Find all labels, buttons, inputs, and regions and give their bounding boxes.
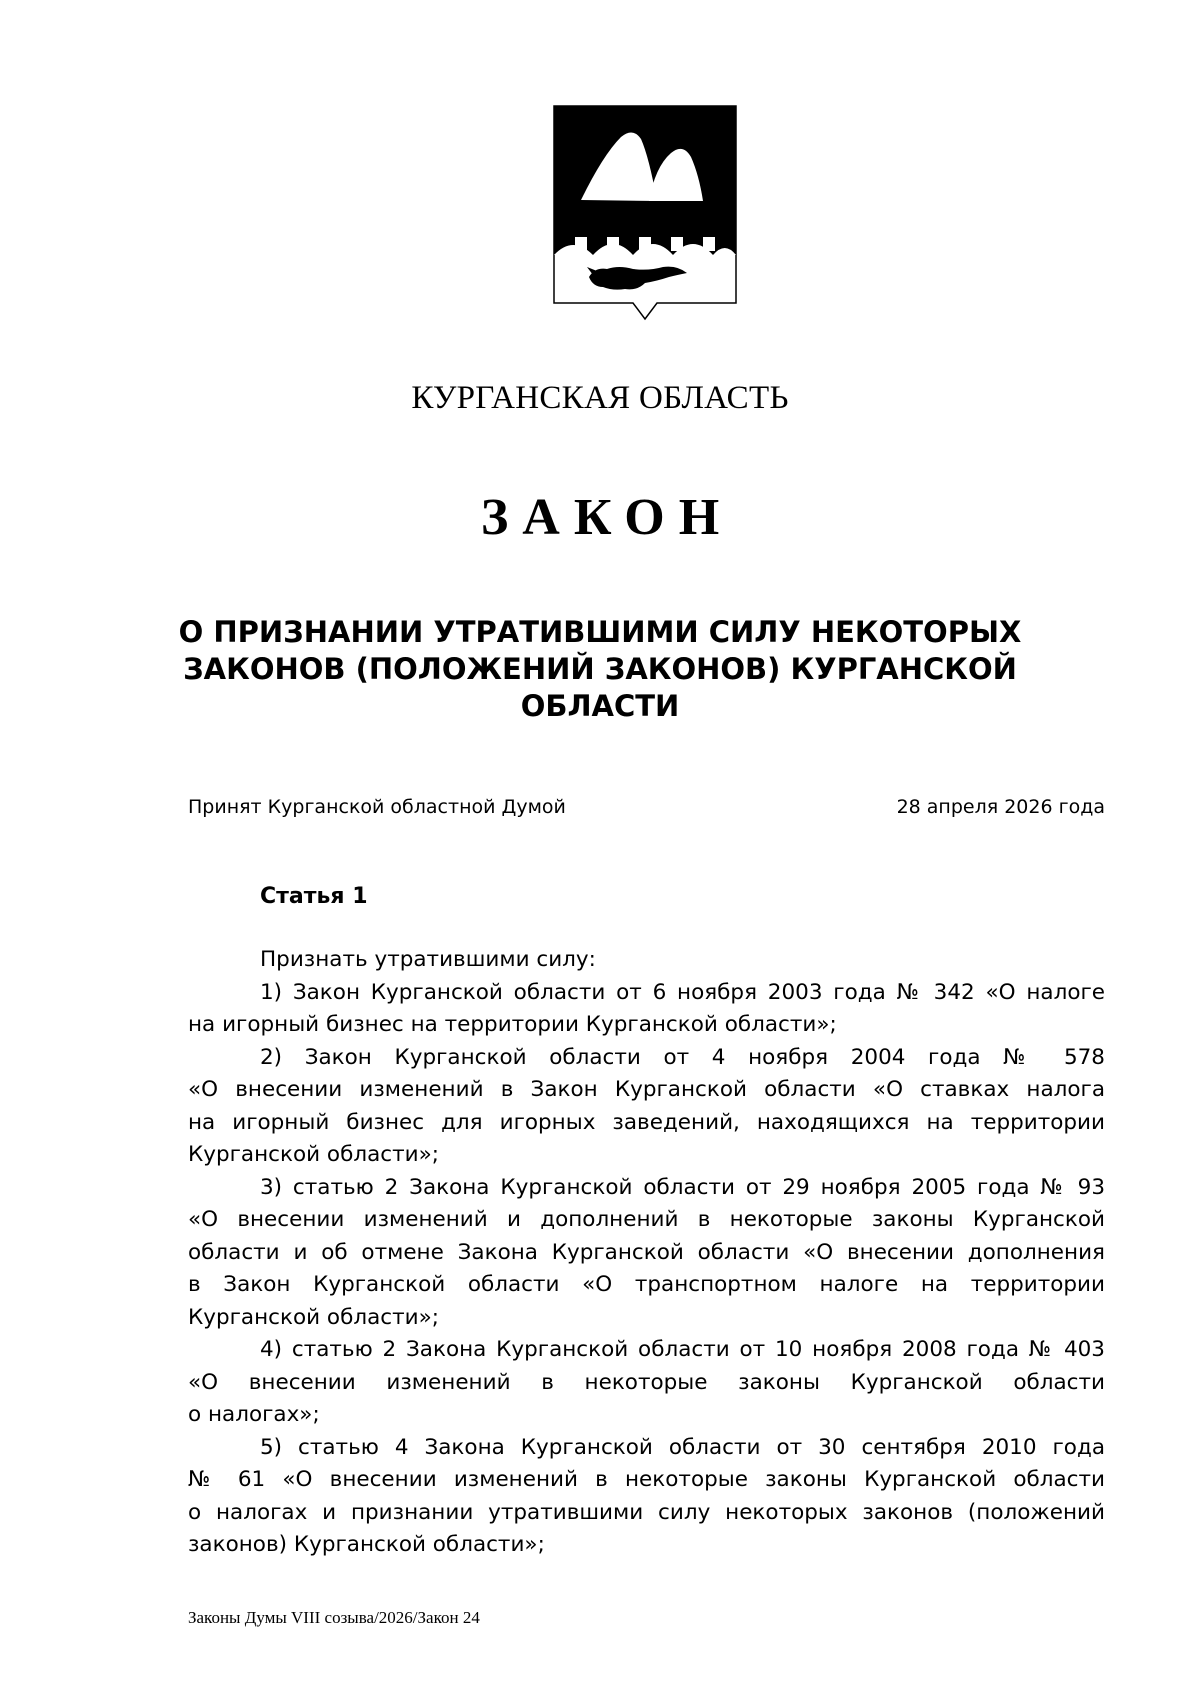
law-title [150,614,1050,725]
article-intro: Признать утратившими силу: [260,947,596,972]
document-type: ЗАКОН [480,489,734,546]
law-title-line: О ПРИЗНАНИИ УТРАТИВШИМИ СИЛУ НЕКОТОРЫХ [178,615,1022,649]
article-line: «О внесении изменений в некоторые законы Курганской области [188,1369,1105,1395]
article-line: о налогах и признании утратившими силу некоторых законов (положений [188,1499,1105,1525]
article-line: Курганской области»; [188,1142,439,1167]
article-line: «О внесении изменений и дополнений в некоторые законы Курганской [188,1207,1105,1232]
article-line: в Закон Курганской области «О транспортном налоге на территории [188,1272,1105,1297]
article-line: 4) статью 2 Закона Курганской области от 10 ноября 2008 года № 403 [260,1337,1105,1362]
article-line: Курганской области»; [188,1304,439,1330]
article-line: на игорный бизнес на территории Курганской области»; [188,1012,837,1037]
article-body [188,944,1105,1562]
article-line: № 61 «О внесении изменений в некоторые законы Курганской области [188,1467,1105,1492]
adopted-by: Принят Курганской областной Думой [188,796,566,818]
article-heading: Статья 1 [260,884,368,909]
adoption-date: 28 апреля 2026 года [896,796,1105,818]
article-line: области и об отмене Закона Курганской области «О внесении дополнения [188,1239,1105,1265]
law-title-line: ЗАКОНОВ (ПОЛОЖЕНИЙ ЗАКОНОВ) КУРГАНСКОЙ [183,652,1017,686]
article-line: 2) Закон Курганской области от 4 ноября 2004 года № 578 [260,1044,1105,1070]
coat-of-arms-icon [553,105,737,340]
article-line: 1) Закон Курганской области от 6 ноября 2003 года № 342 «О налоге [260,979,1105,1005]
region-name: КУРГАНСКАЯ ОБЛАСТЬ [411,380,789,416]
article-line: на игорный бизнес для игорных заведений, находящихся на территории [188,1109,1105,1135]
law-title-line: ОБЛАСТИ [520,689,680,723]
article-line: 5) статью 4 Закона Курганской области от 30 сентября 2010 года [260,1434,1105,1460]
page-footer: Законы Думы VIII созыва/2026/Закон 24 [188,1608,480,1627]
article-line: законов) Курганской области»; [188,1532,545,1557]
article-line: о налогах»; [188,1402,320,1427]
article-line: 3) статью 2 Закона Курганской области от 29 ноября 2005 года № 93 [260,1174,1105,1200]
article-line: «О внесении изменений в Закон Курганской области «О ставках налога [188,1077,1105,1102]
